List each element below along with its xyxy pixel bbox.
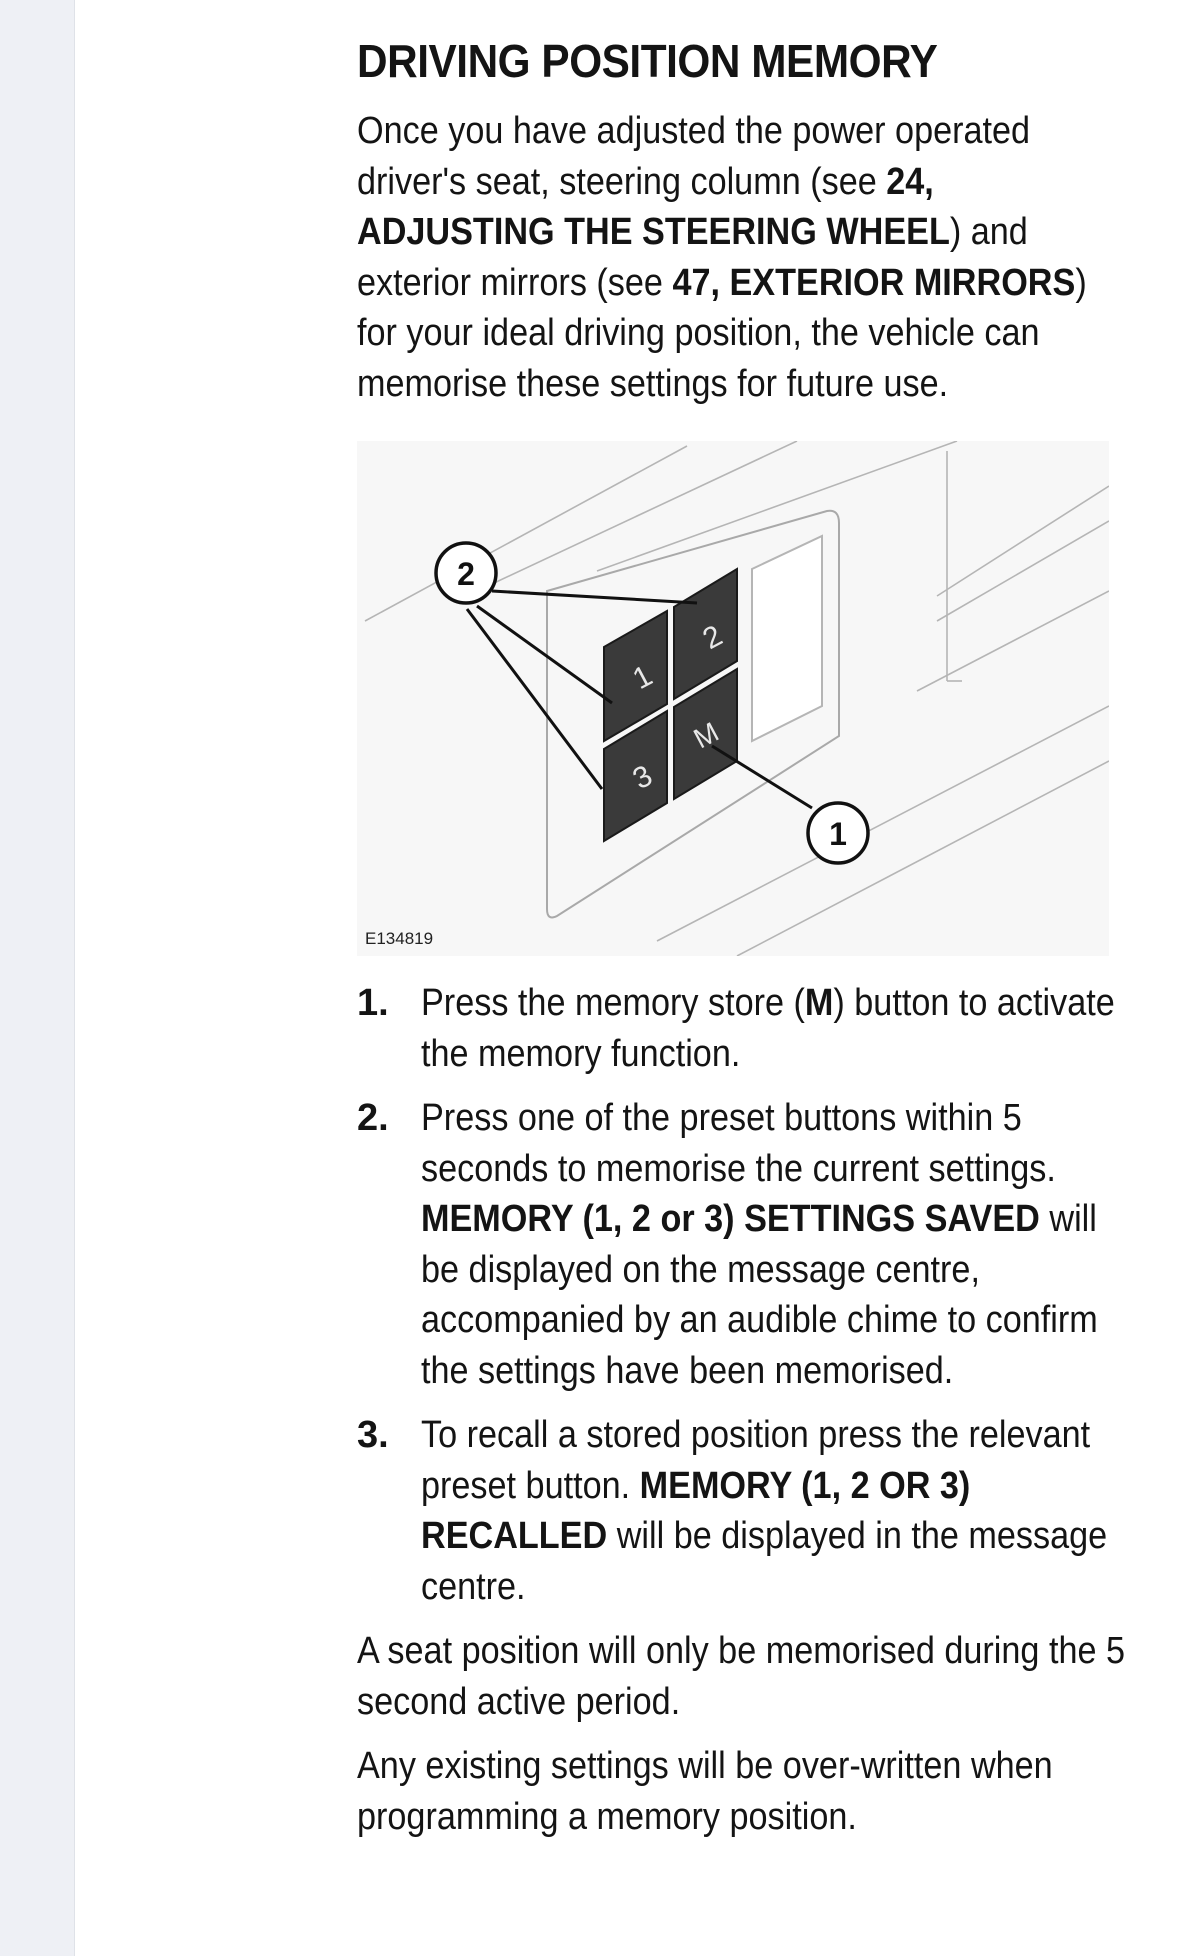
svg-text:1: 1 bbox=[627, 659, 658, 697]
step-number: 3. bbox=[357, 1414, 389, 1456]
svg-text:2: 2 bbox=[457, 556, 475, 592]
intro-text-2: ) and exterior mirrors (see bbox=[357, 211, 1028, 304]
list-item bbox=[357, 978, 1127, 1079]
step-number: 2. bbox=[357, 1097, 389, 1139]
callout-1 bbox=[808, 803, 868, 863]
note-paragraph: A seat position will only be memorised during the 5 second active period. bbox=[357, 1630, 1126, 1723]
notes-section bbox=[357, 1626, 1127, 1842]
svg-text:1: 1 bbox=[829, 816, 847, 852]
blank-switch-slot bbox=[752, 536, 822, 741]
list-item bbox=[357, 1093, 1127, 1396]
intro-text-3: ) for your ideal driving position, the vehicle can memorise these settings for future use. bbox=[357, 261, 1087, 405]
callout-2 bbox=[436, 543, 496, 603]
figure-code: E134819 bbox=[365, 929, 434, 948]
page-content bbox=[357, 32, 1127, 1856]
step-text: Press the memory store (M) button to activate the memory function. bbox=[421, 982, 1115, 1075]
step-text: Press one of the preset buttons within 5 seconds to memorise the current settings. MEMORY (1, 2 or 3) SETTINGS SAVED will be displayed on the message centre, accompanied by an audible chime to confirm the settings have been memorised. bbox=[421, 1097, 1098, 1392]
page-title: DRIVING POSITION MEMORY bbox=[357, 35, 938, 87]
svg-text:M: M bbox=[688, 716, 724, 755]
instruction-list bbox=[357, 978, 1127, 1612]
intro-paragraph bbox=[357, 106, 1126, 409]
illustration-svg bbox=[357, 441, 1109, 956]
svg-text:2: 2 bbox=[697, 619, 728, 657]
left-margin bbox=[0, 0, 75, 1956]
memory-buttons-illustration bbox=[357, 441, 1109, 956]
intro-text-1: Once you have adjusted the power operated driver's seat, steering column (see bbox=[357, 110, 1031, 203]
list-item bbox=[357, 1410, 1127, 1612]
svg-text:3: 3 bbox=[627, 759, 658, 797]
intro-ref-steering: 24, ADJUSTING THE STEERING WHEEL bbox=[357, 160, 950, 253]
note-paragraph: Any existing settings will be over-written when programming a memory position. bbox=[357, 1745, 1053, 1838]
step-text: To recall a stored position press the relevant preset button. MEMORY (1, 2 OR 3) RECALLED will be displayed in the message centre. bbox=[421, 1414, 1108, 1608]
intro-ref-mirrors: 47, EXTERIOR MIRRORS bbox=[672, 261, 1076, 304]
step-number: 1. bbox=[357, 982, 389, 1024]
